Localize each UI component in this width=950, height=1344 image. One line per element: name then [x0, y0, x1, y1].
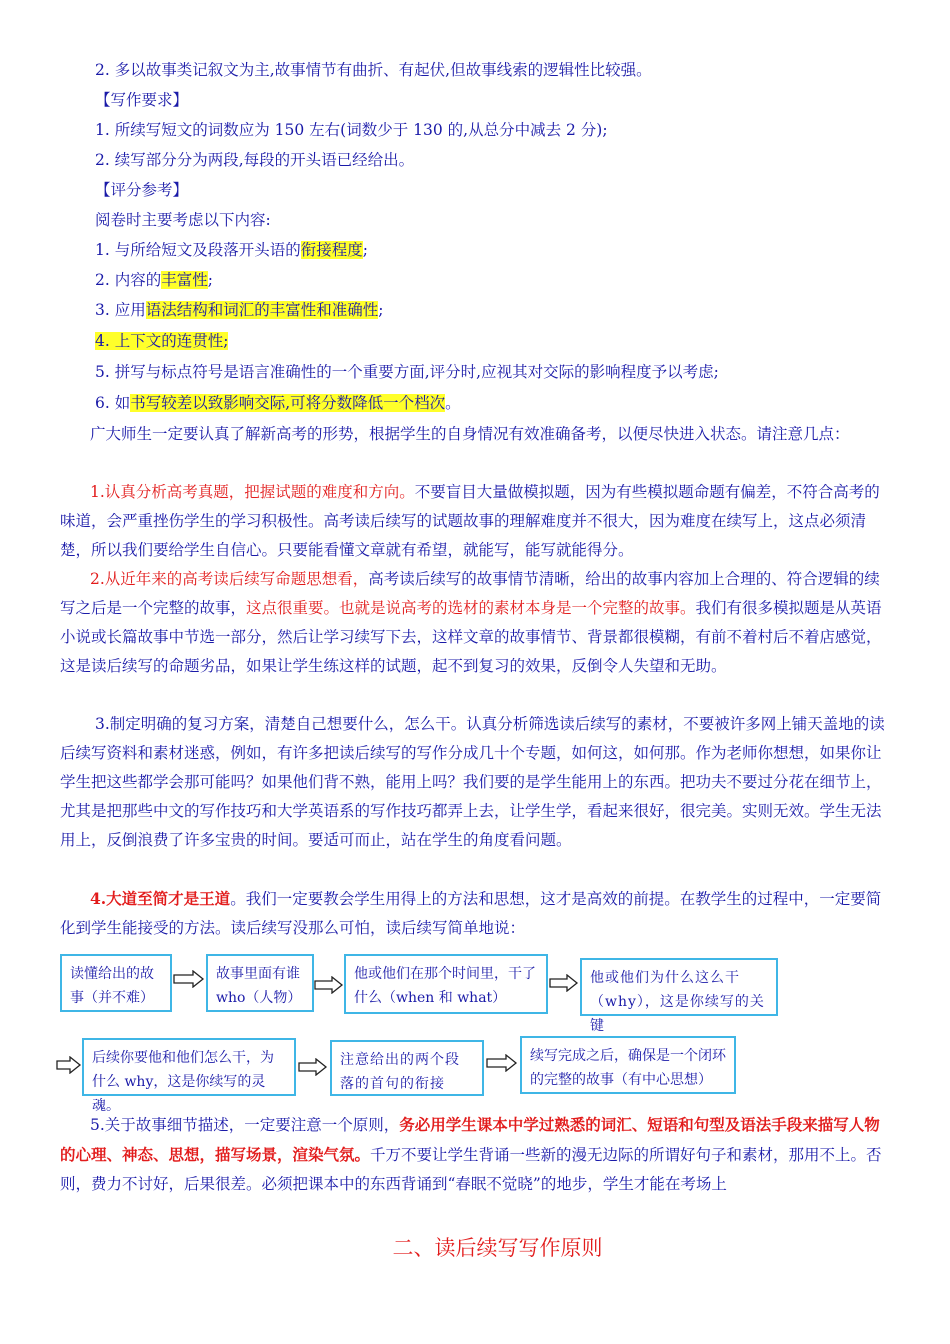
scoring-header: 【评分参考】 [95, 181, 189, 199]
flow-box-when-what: 他或他们在那个时间里，干了什么（when 和 what） [344, 954, 548, 1014]
flow-box-connection: 注意给出的两个段落的首句的衔接 [330, 1040, 484, 1096]
advice-point-2: 2.从近年来的高考读后续写命题思想看，高考读后续写的故事情节清晰，给出的故事内容加上合理的、符合逻辑的续写之后是一个完整的故事，这点很重要。也就是说高考的选材的素材本身是一个完整的故事。我们有很多模拟题是从英语小说或长篇故事中节选一部分，然后让学习续写下去，这样文章的故事情节、背景都很模糊，有前不着村后不着店感觉，这是读后续写的命题劣品，如果让学生练这样的试题，起不到复习的效果，反倒令人失望和无助。 [60, 570, 882, 675]
requirement-2: 2. 续写部分分为两段,每段的开头语已经给出。 [95, 151, 415, 169]
arrow-right-icon [298, 1058, 328, 1076]
arrow-right-icon [173, 970, 205, 988]
scoring-item-3: 3. 应用语法结构和词汇的丰富性和准确性; [95, 301, 384, 319]
flow-box-who: 故事里面有谁 who（人物） [206, 954, 314, 1012]
arrow-right-icon [314, 976, 344, 994]
flow-box-why: 他或他们为什么这么干（why），这是你续写的关键 [580, 958, 778, 1016]
scoring-item-2: 2. 内容的丰富性; [95, 271, 213, 289]
highlight: 语法结构和词汇的丰富性和准确性 [145, 301, 379, 319]
writing-requirements-header: 【写作要求】 [95, 91, 189, 109]
advice-point-3: 3.制定明确的复习方案，清楚自己想要什么，怎么干。认真分析筛选读后续写的素材，不要被许多网上铺天盖地的读后续写资料和素材迷惑，例如，有许多把读后续写的写作分成几十个专题，如何这，如何那。作为老师你想想，如果你让学生把这些都学会那可能吗？如果他们背不熟，能用上吗？我们要的是学生能用上的东西。把功夫不要过分花在细节上，尤其是把那些中文的写作技巧和大学英语系的写作技巧都弄上去，让学生学，看起来很好，很完美。实则无效。学生无法用上，反倒浪费了许多宝贵的时间。要适可而止，站在学生的角度看问题。 [60, 715, 885, 849]
flow-box-closed-loop: 续写完成之后，确保是一个闭环的完整的故事（有中心思想） [520, 1036, 736, 1094]
scoring-item-1: 1. 与所给短文及段落开头语的衔接程度; [95, 241, 368, 259]
advice-lead: 广大师生一定要认真了解新高考的形势，根据学生的自身情况有效准确备考，以便尽快进入状态。请注意几点： [90, 425, 850, 443]
flow-box-read-story: 读懂给出的故事（并不难） [60, 954, 172, 1012]
requirement-1: 1. 所续写短文的词数应为 150 左右(词数少于 130 的,从总分中减去 2 分); [95, 121, 608, 139]
highlight: 4. 上下文的连贯性; [95, 332, 229, 350]
highlight: 衔接程度 [300, 241, 363, 259]
section-heading: 二、读后续写写作原则 [392, 1236, 603, 1260]
arrow-right-icon [549, 974, 579, 992]
scoring-item-4 [95, 331, 228, 351]
advice-point-1: 1.认真分析高考真题，把握试题的难度和方向。不要盲目大量做模拟题，因为有些模拟题命题有偏差，不符合高考的味道，会严重挫伤学生的学习积极性。高考读后续写的试题故事的理解难度并不很大，因为难度在续写上，这点必须清楚，所以我们要给学生自信心。只要能看懂文章就有希望，就能写，能写就能得分。 [60, 483, 880, 559]
scoring-item-6: 6. 如书写较差以致影响交际,可将分数降低一个档次。 [95, 394, 461, 412]
arrow-right-icon [486, 1054, 518, 1072]
highlight: 书写较差以致影响交际,可将分数降低一个档次 [130, 394, 446, 412]
advice-point-4: 4.大道至简才是王道。我们一定要教会学生用得上的方法和思想，这才是高效的前提。在教学生的过程中，一定要简化到学生能接受的方法。读后续写没那么可怕，读后续写简单地说： [60, 889, 882, 937]
scoring-item-5: 5. 拼写与标点符号是语言准确性的一个重要方面,评分时,应视其对交际的影响程度予以考虑; [95, 363, 719, 381]
scoring-intro: 阅卷时主要考虑以下内容: [95, 211, 271, 229]
intro-item-2: 2. 多以故事类记叙文为主,故事情节有曲折、有起伏,但故事线索的逻辑性比较强。 [95, 61, 652, 79]
highlight: 丰富性 [161, 271, 208, 289]
advice-point-5: 5.关于故事细节描述，一定要注意一个原则，务必用学生课本中学过熟悉的词汇、短语和句型及语法手段来描写人物的心理、神态、思想，描写场景，渲染气氛。千万不要让学生背诵一些新的漫无边际的所谓好句子和素材，那用不上。否则，费力不讨好，后果很差。必须把课本中的东西背诵到“春眠不觉晓”的地步，学生才能在考场上 [60, 1115, 882, 1193]
arrow-right-icon [56, 1056, 82, 1074]
flow-box-continuation: 后续你要他和他们怎么干，为什么 why，这是你续写的灵魂。 [82, 1038, 296, 1096]
